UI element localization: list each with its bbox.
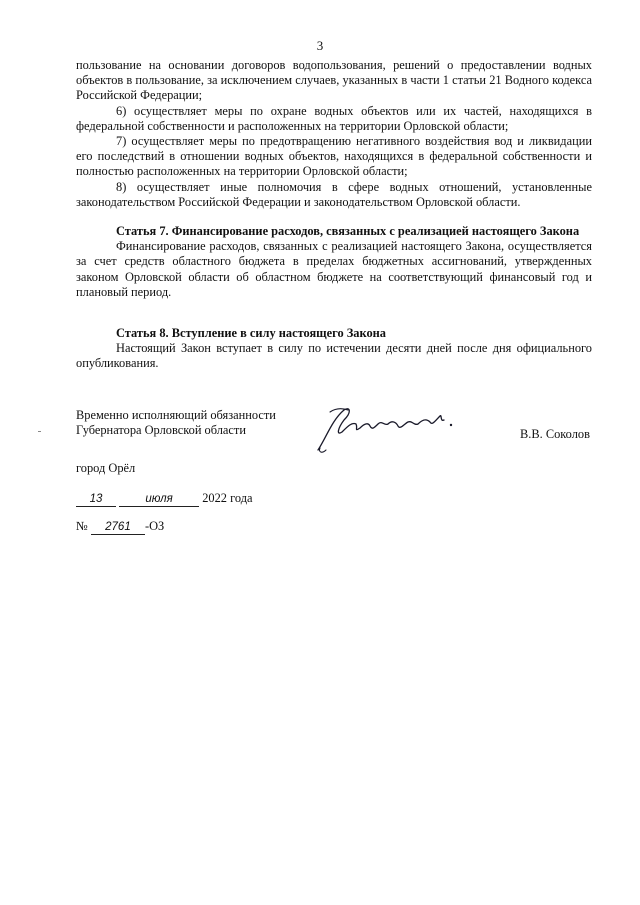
signing-date [76,491,253,507]
article-7-text: Финансирование расходов, связанных с реализацией настоящего Закона, осуществляется за счет средств областного бюджета в пределах бюджетных ассигнований, утвержденных законом Орловской области об областном бюджете на соответствующий финансовый год и плановый период. [76,239,592,299]
paragraph-continuation: пользование на основании договоров водопользования, решений о предоставлении водных объектов в пользование, за исключением случаев, указанных в части 1 статьи 21 Водного кодекса Российской Федерации; [76,58,592,103]
law-number [76,519,164,535]
document-body [76,58,592,210]
margin-mark [38,431,41,432]
article-7 [76,224,592,300]
article-8-text: Настоящий Закон вступает в силу по истечении десяти дней после дня официального опубликования. [76,341,592,371]
date-year: 2022 года [202,491,253,505]
date-month: июля [119,493,199,507]
signatory-position-line-2: Губернатора Орловской области [76,423,246,437]
signing-city: город Орёл [76,461,136,475]
law-number-suffix: -ОЗ [144,519,165,533]
signatory-position-line-1: Временно исполняющий обязанности [76,408,276,422]
law-number-value: 2761 [91,521,145,535]
article-8 [76,326,592,372]
handwritten-signature [312,398,462,456]
number-sign: № [76,519,88,533]
signatory-position [76,408,276,438]
date-day: 13 [76,493,116,507]
article-8-title: Статья 8. Вступление в силу настоящего Закона [116,326,386,340]
paragraph-item-6: 6) осуществляет меры по охране водных объектов или их частей, находящихся в федеральной собственности и расположенных на территории Орловской области; [76,103,592,133]
signatory-name: В.В. Соколов [520,427,590,441]
paragraph-item-8: 8) осуществляет иные полномочия в сфере водных отношений, установленные законодательством Российской Федерации и законодательством Орловской области. [76,179,592,209]
page-number: 3 [316,38,324,53]
article-7-title: Статья 7. Финансирование расходов, связанных с реализацией настоящего Закона [116,224,580,238]
paragraph-item-7: 7) осуществляет меры по предотвращению негативного воздействия вод и ликвидации его последствий в отношении водных объектов, находящихся в федеральной собственности и полностью расположенных на территории Орловской области; [76,134,592,179]
